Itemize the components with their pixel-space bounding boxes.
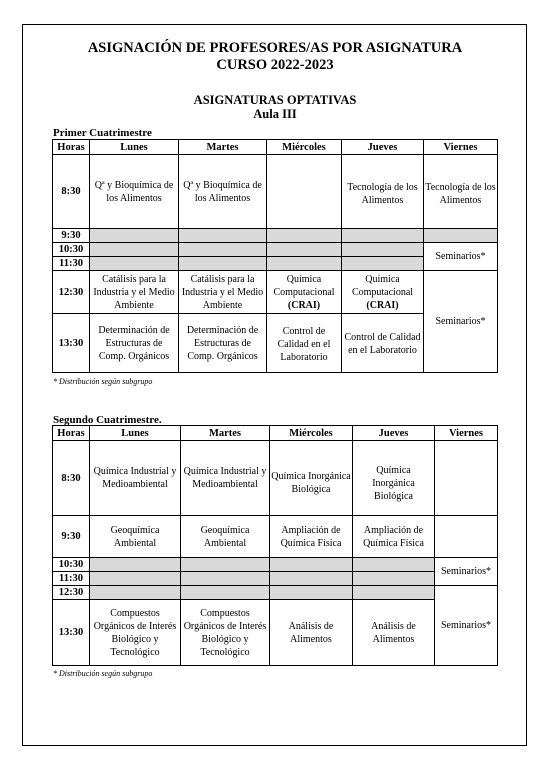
page-subtitle-line2: Aula III [253, 107, 297, 121]
class-cell: Determinación de Estructuras de Comp. Orgánicos [179, 314, 267, 373]
class-cell: Análisis de Alimentos [353, 600, 435, 666]
column-header: Jueves [342, 140, 424, 155]
hour-cell: 12:30 [53, 271, 90, 314]
class-cell: Química Inorgánica Biológica [270, 441, 353, 516]
empty-cell [353, 558, 435, 572]
table-row [53, 586, 498, 600]
column-header: Viernes [435, 426, 498, 441]
empty-cell [181, 586, 270, 600]
empty-cell [270, 572, 353, 586]
empty-cell [270, 586, 353, 600]
class-cell: Tecnología de los Alimentos [342, 155, 424, 229]
class-location: (CRAI) [287, 299, 321, 311]
class-cell: Química Inorgánica Biológica [353, 441, 435, 516]
class-cell: Control de Calidad en el Laboratorio [267, 314, 342, 373]
table-row [53, 600, 498, 666]
hour-cell: 10:30 [53, 243, 90, 257]
table-row [53, 558, 498, 572]
class-cell: Química Industrial y Medioambiental [90, 441, 181, 516]
empty-cell [181, 572, 270, 586]
empty-cell [267, 243, 342, 257]
empty-cell [342, 257, 424, 271]
class-cell [267, 155, 342, 229]
class-cell: Catálisis para la Industria y el Medio Ambiente [179, 271, 267, 314]
class-cell: Determinación de Estructuras de Comp. Orgánicos [90, 314, 179, 373]
empty-cell [181, 558, 270, 572]
hour-cell: 10:30 [53, 558, 90, 572]
hour-cell: 9:30 [53, 516, 90, 558]
empty-cell [267, 257, 342, 271]
class-cell: Ampliación de Química Física [353, 516, 435, 558]
class-cell: Catálisis para la Industria y el Medio Ambiente [90, 271, 179, 314]
hour-cell: 13:30 [53, 600, 90, 666]
footnote: * Distribución según subgrupo [53, 669, 153, 678]
column-header: Lunes [90, 140, 179, 155]
class-cell [342, 271, 424, 314]
column-header: Miércoles [270, 426, 353, 441]
table-row [53, 243, 498, 257]
column-header: Martes [179, 140, 267, 155]
empty-cell [353, 586, 435, 600]
empty-cell [90, 558, 181, 572]
hour-cell: 8:30 [53, 441, 90, 516]
empty-cell [342, 229, 424, 243]
column-header: Jueves [353, 426, 435, 441]
table-row [53, 271, 498, 314]
column-header: Horas [53, 426, 90, 441]
empty-cell [90, 229, 179, 243]
hour-cell: 13:30 [53, 314, 90, 373]
column-header: Miércoles [267, 140, 342, 155]
seminarios-cell: Seminarios* [424, 271, 498, 373]
table-row [53, 572, 498, 586]
class-name: Química Computacional [351, 273, 414, 298]
table-row [53, 229, 498, 243]
table-row [53, 441, 498, 516]
schedule-table-second [52, 425, 498, 666]
class-cell: Tecnología de los Alimentos [424, 155, 498, 229]
table-header-row [53, 140, 498, 155]
empty-cell [179, 257, 267, 271]
class-cell: Análisis de Alimentos [270, 600, 353, 666]
empty-cell [270, 558, 353, 572]
class-name: Química Computacional [273, 273, 335, 298]
class-cell: Compuestos Orgánicos de Interés Biológico y Tecnológico [90, 600, 181, 666]
empty-cell [90, 243, 179, 257]
section-label-first: Primer Cuatrimestre [53, 127, 152, 139]
column-header: Lunes [90, 426, 181, 441]
table-row [53, 516, 498, 558]
hour-cell: 11:30 [53, 257, 90, 271]
seminarios-cell: Seminarios* [435, 586, 498, 666]
class-cell: Qª y Bioquímica de los Alimentos [179, 155, 267, 229]
hour-cell: 12:30 [53, 586, 90, 600]
page-title-line2: CURSO 2022-2023 [216, 57, 334, 73]
class-cell: Ampliación de Química Física [270, 516, 353, 558]
table-row [53, 155, 498, 229]
page-title-line1: ASIGNACIÓN DE PROFESORES/AS POR ASIGNATURA [87, 40, 463, 56]
seminarios-cell: Seminarios* [424, 243, 498, 271]
hour-cell: 11:30 [53, 572, 90, 586]
class-cell [267, 271, 342, 314]
footnote: * Distribución según subgrupo [53, 377, 153, 386]
page-subtitle-line1: ASIGNATURAS OPTATIVAS [193, 93, 357, 107]
column-header: Horas [53, 140, 90, 155]
section-label-second: Segundo Cuatrimestre. [53, 414, 162, 426]
class-location: (CRAI) [366, 299, 399, 311]
hour-cell: 9:30 [53, 229, 90, 243]
class-cell: Química Industrial y Medioambiental [181, 441, 270, 516]
class-cell: Compuestos Orgánicos de Interés Biológico y Tecnológico [181, 600, 270, 666]
table-header-row [53, 426, 498, 441]
empty-cell [90, 586, 181, 600]
empty-cell [267, 229, 342, 243]
empty-cell [90, 257, 179, 271]
empty-cell [342, 243, 424, 257]
seminarios-cell: Seminarios* [435, 558, 498, 586]
column-header: Martes [181, 426, 270, 441]
empty-cell [179, 229, 267, 243]
empty-cell [179, 243, 267, 257]
hour-cell: 8:30 [53, 155, 90, 229]
column-header: Viernes [424, 140, 498, 155]
class-cell: Geoquímica Ambiental [90, 516, 181, 558]
empty-cell [435, 516, 498, 558]
class-cell: Qª y Bioquímica de los Alimentos [90, 155, 179, 229]
class-cell: Control de Calidad en el Laboratorio [342, 314, 424, 373]
class-cell: Geoquímica Ambiental [181, 516, 270, 558]
empty-cell [424, 229, 498, 243]
empty-cell [353, 572, 435, 586]
schedule-table-first [52, 139, 498, 373]
empty-cell [90, 572, 181, 586]
empty-cell [435, 441, 498, 516]
